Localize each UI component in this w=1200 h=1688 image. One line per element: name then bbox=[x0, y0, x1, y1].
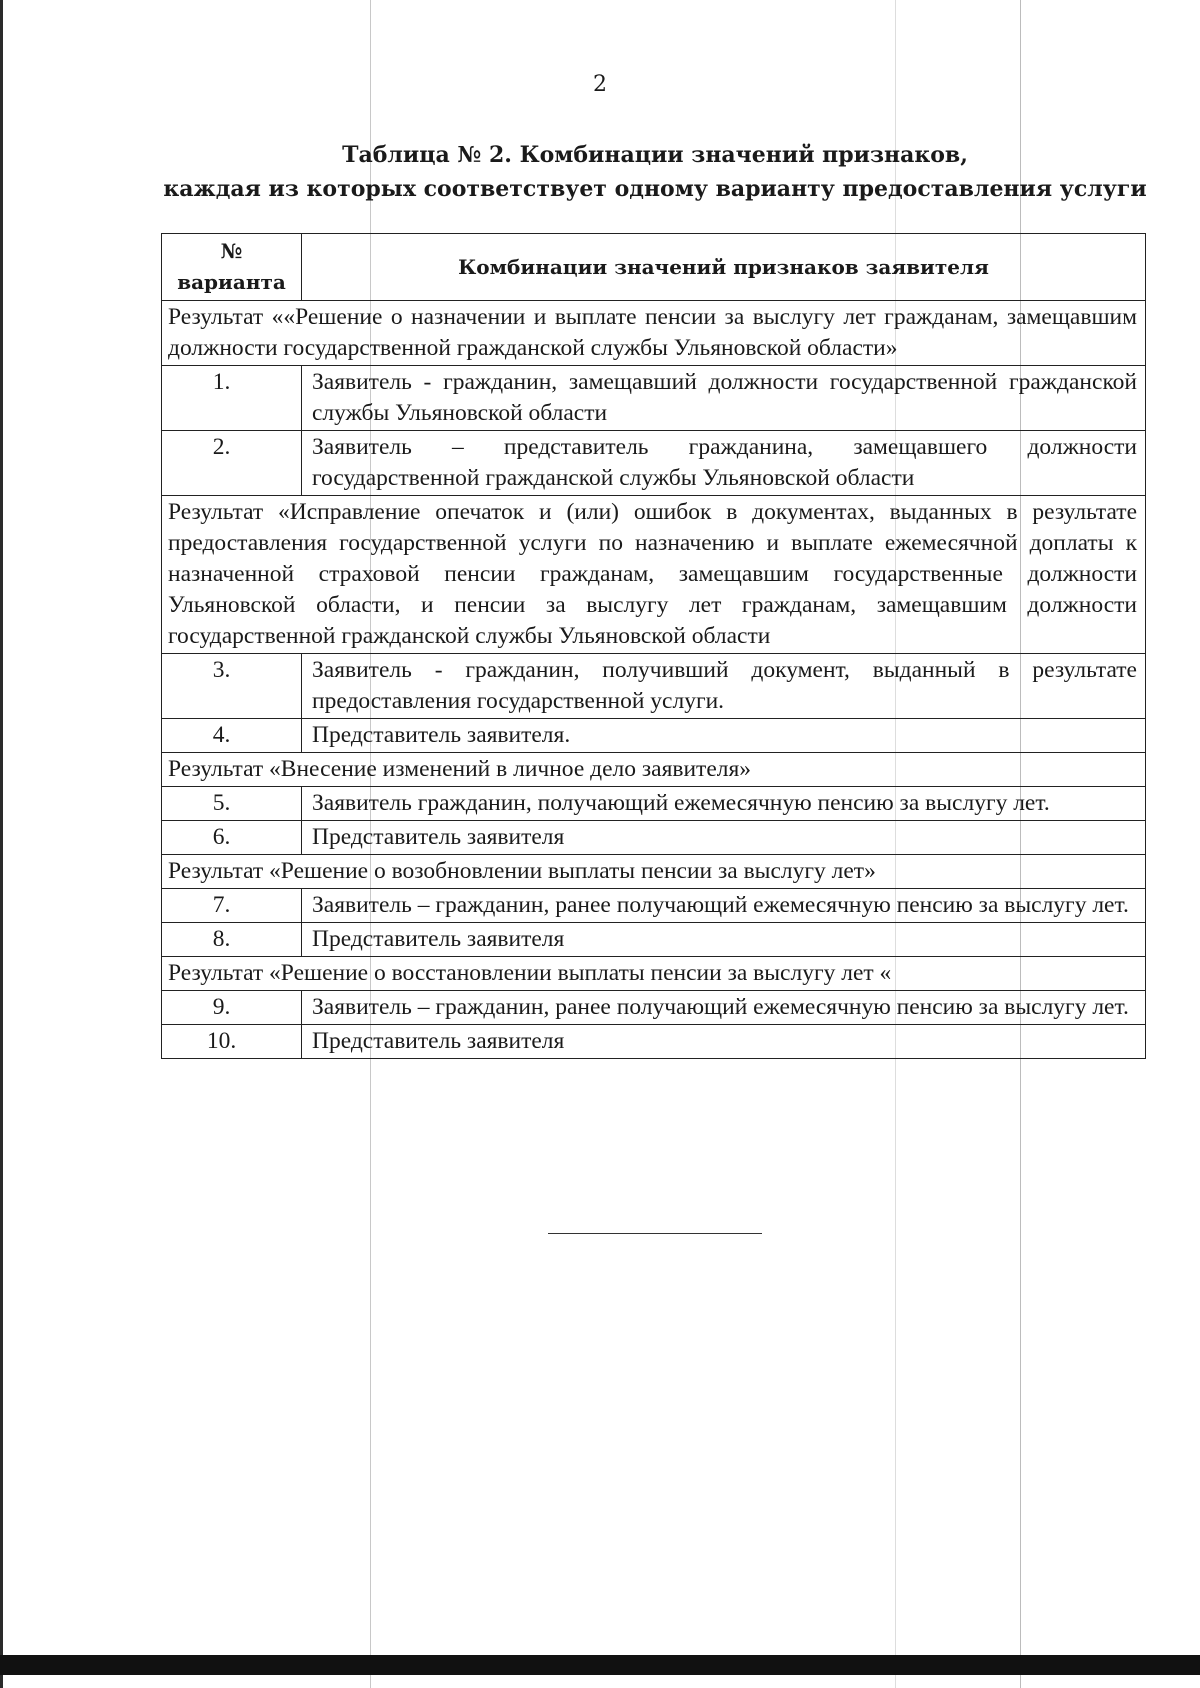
variant-number: 6. bbox=[162, 821, 302, 855]
table-row bbox=[162, 889, 1146, 923]
table-row bbox=[162, 923, 1146, 957]
variant-description: Заявитель – гражданин, ранее получающий ежемесячную пенсию за выслугу лет. bbox=[302, 991, 1146, 1025]
variant-number: 8. bbox=[162, 923, 302, 957]
variant-description: Заявитель - гражданин, получивший документ, выданный в результате предоставления государственной услуги. bbox=[302, 654, 1146, 719]
result-row bbox=[162, 855, 1146, 889]
table-row bbox=[162, 821, 1146, 855]
result-text: Результат «Решение о восстановлении выплаты пенсии за выслугу лет « bbox=[162, 957, 1146, 991]
result-text: Результат «Внесение изменений в личное дело заявителя» bbox=[162, 753, 1146, 787]
scan-edge bbox=[0, 0, 3, 1688]
variant-number: 1. bbox=[162, 366, 302, 431]
table-title-line-2: каждая из которых соответствует одному варианту предоставления услуги bbox=[163, 176, 1147, 202]
scan-bottom-edge bbox=[0, 1655, 1200, 1675]
variant-description: Представитель заявителя bbox=[302, 923, 1146, 957]
header-combinations: Комбинации значений признаков заявителя bbox=[302, 234, 1146, 301]
result-row bbox=[162, 753, 1146, 787]
variant-description: Представитель заявителя bbox=[302, 1025, 1146, 1059]
variant-description: Представитель заявителя. bbox=[302, 719, 1146, 753]
variant-description: Заявитель – гражданин, ранее получающий ежемесячную пенсию за выслугу лет. bbox=[302, 889, 1146, 923]
variant-description: Заявитель - гражданин, замещавший должности государственной гражданской службы Ульяновской области bbox=[302, 366, 1146, 431]
result-text: Результат «Решение о возобновлении выплаты пенсии за выслугу лет» bbox=[162, 855, 1146, 889]
table-title bbox=[160, 138, 1150, 206]
variant-description: Заявитель гражданин, получающий ежемесячную пенсию за выслугу лет. bbox=[302, 787, 1146, 821]
table-row bbox=[162, 787, 1146, 821]
variant-number: 2. bbox=[162, 431, 302, 496]
result-text: Результат «Исправление опечаток и (или) ошибок в документах, выданных в результате предоставления государственной услуги по назначению и выплате ежемесячной доплаты к назначенной страховой пенсии гражданам, замещавшим государственные должности Ульяновской области, и пенсии за выслугу лет гражданам, замещавшим должности государственной гражданской службы Ульяновской области bbox=[162, 496, 1146, 654]
variant-number: 7. bbox=[162, 889, 302, 923]
variant-number: 5. bbox=[162, 787, 302, 821]
variant-number: 3. bbox=[162, 654, 302, 719]
result-row bbox=[162, 957, 1146, 991]
variant-description: Представитель заявителя bbox=[302, 821, 1146, 855]
variant-number: 10. bbox=[162, 1025, 302, 1059]
table-header-row bbox=[162, 234, 1146, 301]
table-row bbox=[162, 1025, 1146, 1059]
table-title-line-1: Таблица № 2. Комбинации значений признаков, bbox=[342, 142, 968, 168]
result-row bbox=[162, 496, 1146, 654]
header-variant-number-symbol: № bbox=[220, 239, 243, 263]
table-row bbox=[162, 366, 1146, 431]
result-row bbox=[162, 301, 1146, 366]
variant-number: 9. bbox=[162, 991, 302, 1025]
header-variant-number-label: варианта bbox=[177, 270, 286, 294]
table-row bbox=[162, 431, 1146, 496]
result-text: Результат ««Решение о назначении и выплате пенсии за выслугу лет гражданам, замещавшим должности государственной гражданской службы Ульяновской области» bbox=[162, 301, 1146, 366]
end-separator-line bbox=[548, 1233, 762, 1234]
variant-description: Заявитель – представитель гражданина, замещавшего должности государственной гражданской службы Ульяновской области bbox=[302, 431, 1146, 496]
variants-table bbox=[161, 233, 1146, 1059]
header-variant-number bbox=[162, 234, 302, 301]
page-number: 2 bbox=[593, 72, 607, 97]
variant-number: 4. bbox=[162, 719, 302, 753]
table-row bbox=[162, 654, 1146, 719]
table-row bbox=[162, 991, 1146, 1025]
table-row bbox=[162, 719, 1146, 753]
